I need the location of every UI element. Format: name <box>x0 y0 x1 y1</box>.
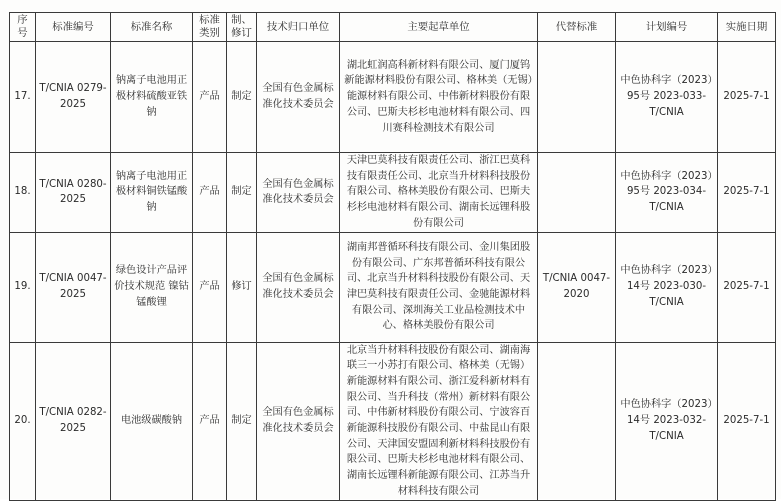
header-type: 制、修订 <box>227 13 257 42</box>
standard-code: T/CNIA 0047-2025 <box>36 232 111 342</box>
table-header-row <box>10 13 776 42</box>
standard-name: 钠离子电池用正极材料铜铁锰酸钠 <box>111 153 193 233</box>
plan-number: 中色协科字（2023）14号 2023-032-T/CNIA <box>616 342 718 500</box>
plan-number: 中色协科字（2023）95号 2023-034-T/CNIA <box>616 153 718 233</box>
plan-number: 中色协科字（2023）95号 2023-033-T/CNIA <box>616 42 718 153</box>
standard-category: 产品 <box>193 232 227 342</box>
header-drafters: 主要起草单位 <box>340 13 538 42</box>
standard-category: 产品 <box>193 342 227 500</box>
standard-code: T/CNIA 0282-2025 <box>36 342 111 500</box>
drafting-units: 北京当升材料科技股份有限公司、湖南海联三一小苏打有限公司、格林美（无锡）新能源材料有限公司、浙江爱科新材料有限公司、当升科技（常州）新材料有限公司、中伟新材料股份有限公司、宁波容百新能源科技股份有限公司、中盐昆山有限公司、天津国安盟固利新材料科技股份有限公司、巴斯夫杉杉电池材料有限公司、湖南长远锂科新能源有限公司、江苏当升材料科技有限公司 <box>340 342 538 500</box>
plan-number: 中色协科字（2023）14号 2023-030-T/CNIA <box>616 232 718 342</box>
technical-committee: 全国有色金属标准化技术委员会 <box>257 42 340 153</box>
implementation-date: 2025-7-1 <box>718 342 776 500</box>
header-date: 实施日期 <box>718 13 776 42</box>
header-replaces: 代替标准 <box>538 13 616 42</box>
standard-type: 制定 <box>227 42 257 153</box>
standard-name: 钠离子电池用正极材料硫酸亚铁钠 <box>111 42 193 153</box>
replaced-standard <box>538 42 616 153</box>
replaced-standard: T/CNIA 0047-2020 <box>538 232 616 342</box>
technical-committee: 全国有色金属标准化技术委员会 <box>257 342 340 500</box>
row-number: 20. <box>10 342 36 500</box>
standard-category: 产品 <box>193 153 227 233</box>
standard-name: 电池级碳酸钠 <box>111 342 193 500</box>
replaced-standard <box>538 153 616 233</box>
table-row <box>10 232 776 342</box>
header-committee: 技术归口单位 <box>257 13 340 42</box>
table-row <box>10 153 776 233</box>
replaced-standard <box>538 342 616 500</box>
implementation-date: 2025-7-1 <box>718 42 776 153</box>
standard-code: T/CNIA 0280-2025 <box>36 153 111 233</box>
implementation-date: 2025-7-1 <box>718 153 776 233</box>
technical-committee: 全国有色金属标准化技术委员会 <box>257 153 340 233</box>
technical-committee: 全国有色金属标准化技术委员会 <box>257 232 340 342</box>
standard-type: 制定 <box>227 342 257 500</box>
drafting-units: 天津巴莫科技有限责任公司、浙江巴莫科技有限责任公司、北京当升材料科技股份有限公司、格林美股份有限公司、巴斯夫杉杉电池材料有限公司、湖南长远锂科股份有限公司 <box>340 153 538 233</box>
standard-name: 绿色设计产品评价技术规范 镍钴锰酸锂 <box>111 232 193 342</box>
standard-category: 产品 <box>193 42 227 153</box>
implementation-date: 2025-7-1 <box>718 232 776 342</box>
row-number: 18. <box>10 153 36 233</box>
table-row <box>10 342 776 500</box>
header-no: 序号 <box>10 13 36 42</box>
row-number: 17. <box>10 42 36 153</box>
standard-type: 制定 <box>227 153 257 233</box>
table-row <box>10 42 776 153</box>
row-number: 19. <box>10 232 36 342</box>
header-code: 标准编号 <box>36 13 111 42</box>
drafting-units: 湖北虹润高科新材料有限公司、厦门厦钨新能源材料股份有限公司、格林美（无锡）能源材料有限公司、中伟新材料股份有限公司、巴斯夫杉杉电池材料有限公司、四川赛科检测技术有限公司 <box>340 42 538 153</box>
standard-type: 修订 <box>227 232 257 342</box>
drafting-units: 湖南邦普循环科技有限公司、金川集团股份有限公司、广东邦普循环科技有限公司、北京当升材料科技股份有限公司、天津巴莫科技有限责任公司、金驰能源材料有限公司、深圳海关工业品检测技术中心、格林美股份有限公司 <box>340 232 538 342</box>
header-name: 标准名称 <box>111 13 193 42</box>
header-plan: 计划编号 <box>616 13 718 42</box>
standard-code: T/CNIA 0279-2025 <box>36 42 111 153</box>
standards-table <box>9 12 776 501</box>
header-category: 标准类别 <box>193 13 227 42</box>
